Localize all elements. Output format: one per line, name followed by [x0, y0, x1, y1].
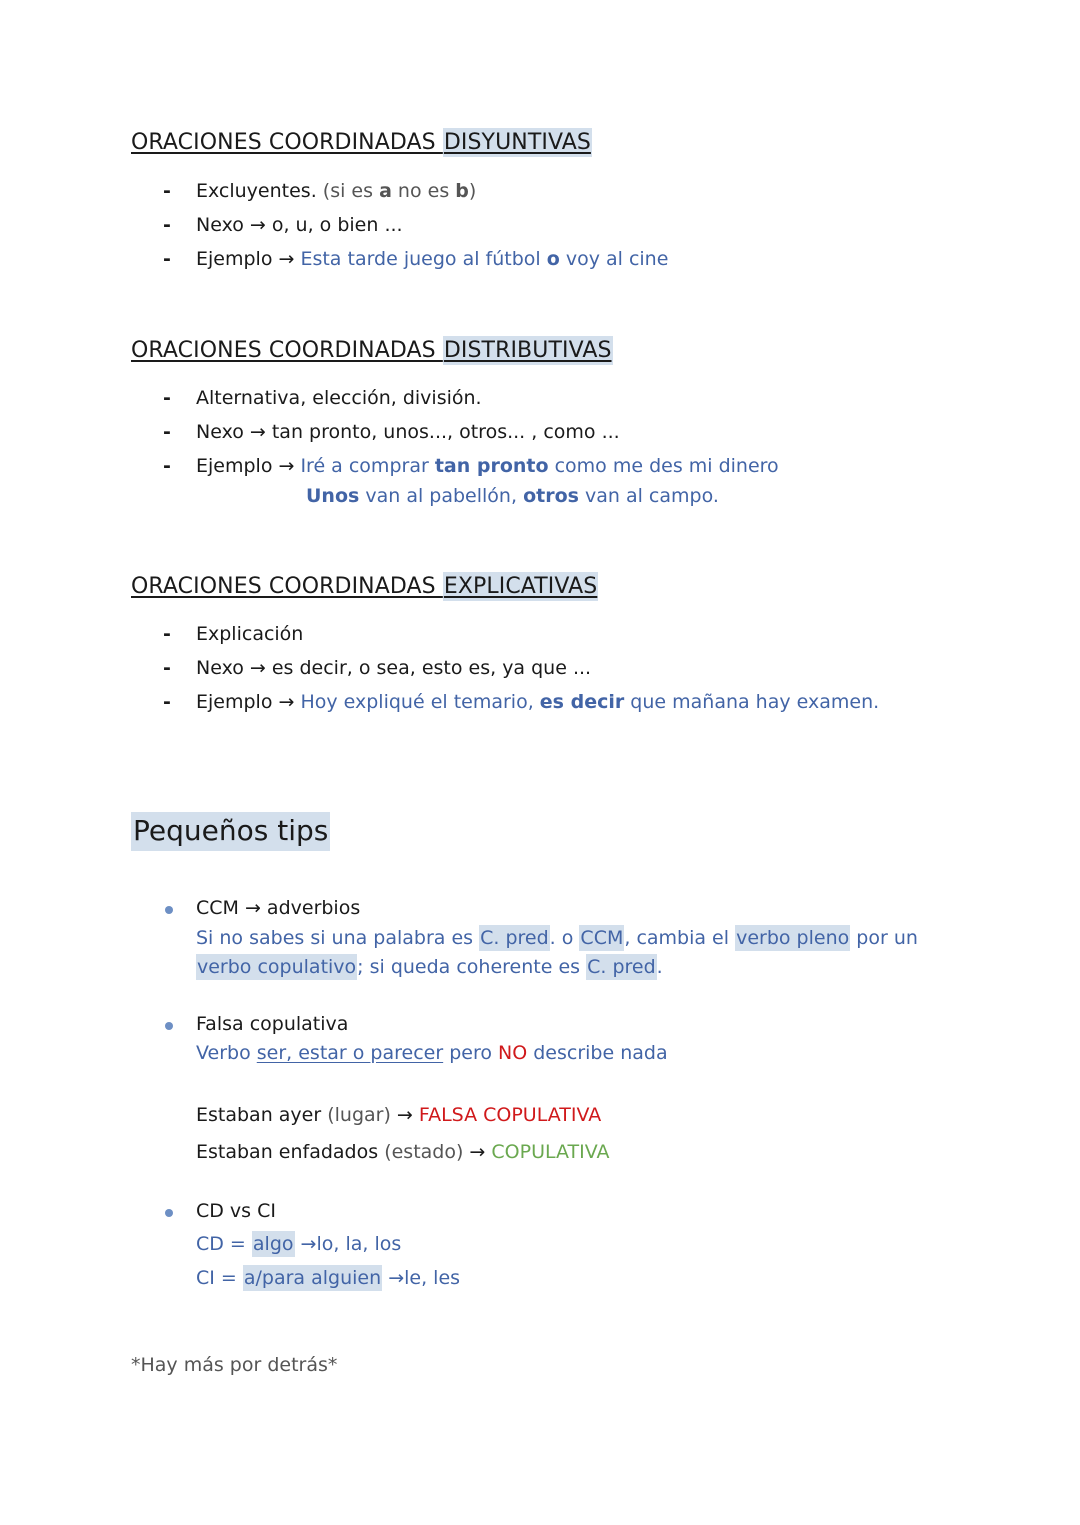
dash-marker: - — [163, 248, 171, 270]
tip-text-part: →le, les — [382, 1267, 461, 1289]
tip-head-falsa: Falsa copulativa — [196, 1013, 349, 1035]
list-item: Nexo → o, u, o bien ... — [196, 214, 403, 236]
heading-prefix: ORACIONES COORDINADAS — [131, 338, 443, 363]
tip-highlight: algo — [252, 1233, 294, 1255]
bullet-dot — [165, 906, 173, 914]
dash-marker: - — [163, 387, 171, 409]
example-text: como me des mi dinero — [548, 455, 779, 477]
list-item — [196, 180, 476, 202]
example-text: Iré a comprar — [300, 455, 435, 477]
example-paren: (lugar) — [327, 1104, 391, 1126]
tip-text — [196, 1042, 668, 1064]
dash-marker: - — [163, 455, 171, 477]
tip-text-part: . — [656, 956, 663, 978]
example-text: Estaban ayer — [196, 1104, 328, 1126]
arrow: → — [390, 1104, 419, 1126]
tip-text-part: por un — [850, 927, 918, 949]
tip-example — [196, 1141, 610, 1163]
heading-highlight: EXPLICATIVAS — [443, 574, 598, 599]
list-item-continuation — [306, 485, 719, 507]
example-bold: tan pronto — [434, 455, 549, 477]
item-label: Ejemplo → — [196, 248, 301, 270]
tip-example — [196, 1104, 601, 1126]
tip-highlight: verbo copulativo — [197, 956, 357, 978]
example-result: FALSA COPULATIVA — [418, 1104, 602, 1126]
footer-note: *Hay más por detrás* — [131, 1354, 338, 1376]
dash-marker: - — [163, 691, 171, 713]
dash-marker: - — [163, 623, 171, 645]
example-bold: otros — [523, 485, 579, 507]
item-text: (si es — [316, 180, 380, 202]
tip-highlight: C. pred — [587, 956, 656, 978]
heading-prefix: ORACIONES COORDINADAS — [131, 574, 443, 599]
example-text: Hoy expliqué el temario, — [300, 691, 540, 713]
item-bold: a — [379, 180, 392, 202]
heading-highlight: DISTRIBUTIVAS — [443, 338, 612, 363]
tip-text-part: describe nada — [527, 1042, 668, 1064]
example-bold: o — [546, 248, 560, 270]
tips-title: Pequeños tips — [131, 812, 330, 851]
bullet-dot — [165, 1209, 173, 1217]
tip-text — [196, 1233, 401, 1255]
arrow: → — [463, 1141, 492, 1163]
dash-marker: - — [163, 657, 171, 679]
dash-marker: - — [163, 214, 171, 236]
list-item — [196, 248, 668, 270]
example-text: que mañana hay examen. — [624, 691, 880, 713]
list-item — [196, 691, 879, 713]
tip-highlight: C. pred — [480, 927, 549, 949]
example-text: Esta tarde juego al fútbol — [300, 248, 547, 270]
list-item: Nexo → es decir, o sea, esto es, ya que ... — [196, 657, 592, 679]
dash-marker: - — [163, 421, 171, 443]
heading-highlight: DISYUNTIVAS — [443, 130, 591, 155]
tip-text-part: CD = — [196, 1233, 252, 1255]
item-label: Ejemplo → — [196, 691, 301, 713]
heading-explicativas — [131, 574, 598, 599]
heading-distributivas — [131, 338, 613, 363]
item-label: Ejemplo → — [196, 455, 301, 477]
item-text: ) — [468, 180, 477, 202]
heading-disyuntivas — [131, 130, 592, 155]
item-bold: b — [455, 180, 469, 202]
list-item — [196, 455, 779, 477]
tip-text-part: CI = — [196, 1267, 243, 1289]
list-item: Nexo → tan pronto, unos..., otros... , como ... — [196, 421, 620, 443]
tip-head-cdci: CD vs CI — [196, 1200, 276, 1222]
item-label: Excluyentes. — [196, 180, 317, 202]
example-text: Estaban enfadados — [196, 1141, 385, 1163]
heading-prefix: ORACIONES COORDINADAS — [131, 130, 443, 155]
tip-text-part: . o — [549, 927, 580, 949]
tip-no: NO — [498, 1042, 528, 1064]
example-text: van al campo. — [578, 485, 719, 507]
tip-highlight: CCM — [580, 927, 624, 949]
example-bold: Unos — [306, 485, 360, 507]
example-text: van al pabellón, — [359, 485, 524, 507]
example-paren: (estado) — [384, 1141, 464, 1163]
list-item: Explicación — [196, 623, 304, 645]
tip-highlight: verbo pleno — [736, 927, 850, 949]
tip-text — [196, 1267, 460, 1289]
example-text: voy al cine — [559, 248, 669, 270]
tip-text — [196, 927, 918, 949]
tip-text-part: pero — [443, 1042, 499, 1064]
item-text: no es — [391, 180, 456, 202]
tip-head-ccm: CCM → adverbios — [196, 897, 361, 919]
tip-text-part: Si no sabes si una palabra es — [196, 927, 480, 949]
example-bold: es decir — [539, 691, 625, 713]
tip-text-part: , cambia el — [624, 927, 736, 949]
example-result: COPULATIVA — [491, 1141, 610, 1163]
dash-marker: - — [163, 180, 171, 202]
tip-underline: ser, estar o parecer — [256, 1042, 444, 1064]
bullet-dot — [165, 1022, 173, 1030]
tip-text-part: Verbo — [196, 1042, 257, 1064]
tip-highlight: a/para alguien — [243, 1267, 382, 1289]
tip-text-part: →lo, la, los — [294, 1233, 402, 1255]
list-item: Alternativa, elección, división. — [196, 387, 482, 409]
tip-text — [196, 956, 663, 978]
tip-text-part: ; si queda coherente es — [357, 956, 587, 978]
